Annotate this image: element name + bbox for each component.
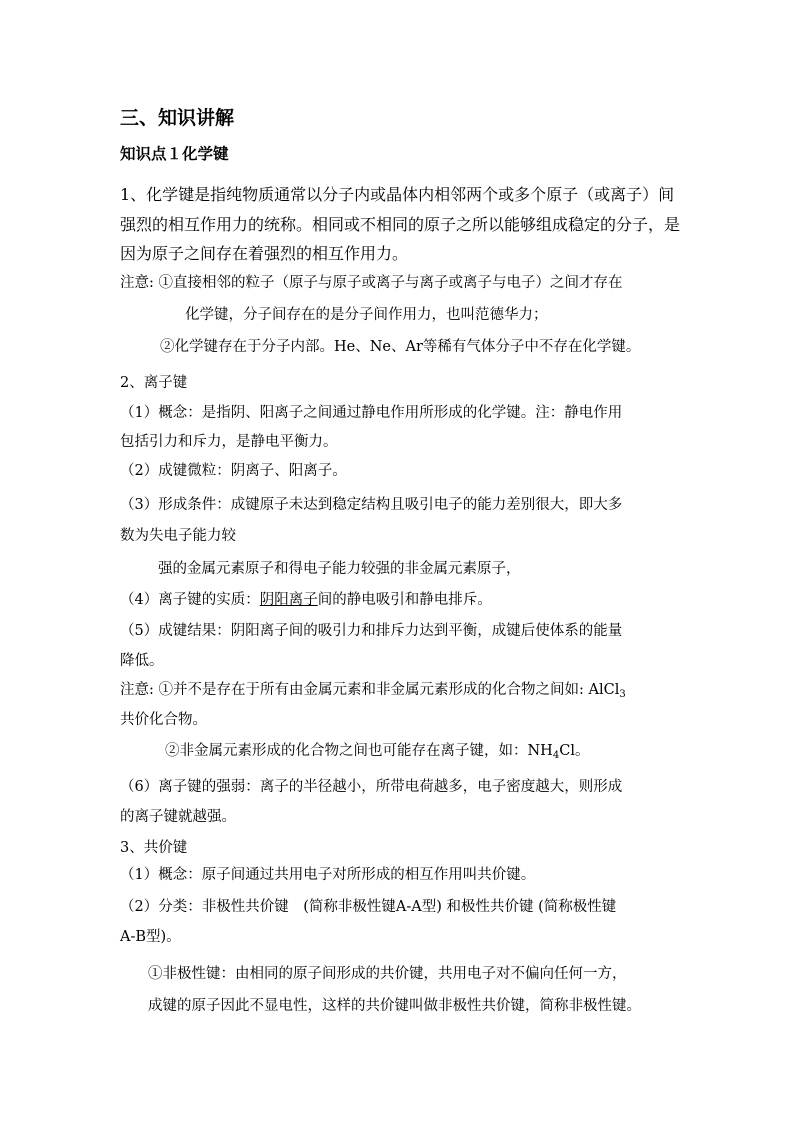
note-line: ②化学键存在于分子内部。He、Ne、Ar等稀有气体分子中不存在化学键。 — [160, 339, 641, 355]
ionic-note-text: 注意: ①并不是存在于所有由金属元素和非金属元素形成的化合物之间如: AlCl — [120, 682, 620, 698]
ionic-note-line — [120, 680, 626, 700]
ionic-condition-line: （3）形成条件：成键原子未达到稳定结构且吸引电子的能力差别很大，即大多 — [120, 497, 623, 513]
covalent-bond-heading: 3、共价键 — [120, 840, 188, 856]
ionic-essence-prefix: （4）离子键的实质： — [120, 592, 260, 608]
nonpolar-line: ①非极性键：由相同的原子间形成的共价键，共用电子对不偏向任何一方， — [148, 966, 627, 982]
ionic-result-line: 降低。 — [120, 653, 164, 669]
ionic-note-line — [165, 741, 589, 761]
section-title: 三、知识讲解 — [120, 107, 235, 129]
ionic-strength-line: 的离子键就越强。 — [120, 809, 236, 825]
knowledge-point-title: 知识点１化学键 — [120, 145, 229, 163]
ionic-note-subscript: 3 — [619, 689, 626, 700]
ionic-condition-line: 强的金属元素原子和得电子能力较强的非金属元素原子， — [158, 561, 521, 577]
covalent-concept: （1）概念：原子间通过共用电子对所形成的相互作用叫共价键。 — [120, 867, 536, 883]
ionic-note-text: Cl。 — [559, 743, 590, 759]
ionic-note-line: 共价化合物。 — [120, 712, 207, 728]
paragraph-line: 强烈的相互作用力的统称。相同或不相同的原子之所以能够组成稳定的分子，是 — [120, 215, 681, 234]
ionic-condition-line: 数为失电子能力较 — [120, 528, 236, 544]
paragraph-line: 1、化学键是指纯物质通常以分子内或晶体内相邻两个或多个原子（或离子）间 — [120, 185, 675, 204]
ionic-strength-line: （6）离子键的强弱：离子的半径越小，所带电荷越多，电子密度越大，则形成 — [120, 779, 623, 795]
ionic-note-subscript: 4 — [552, 750, 560, 761]
note-line: 化学键，分子间存在的是分子间作用力，也叫范德华力； — [185, 307, 548, 323]
note-line: 注意: ①直接相邻的粒子（原子与原子或离子与离子或离子与电子）之间才存在 — [120, 275, 623, 291]
ionic-particles: （2）成键微粒：阴离子、阳离子。 — [120, 463, 347, 479]
ionic-concept-line: 包括引力和斥力，是静电平衡力。 — [120, 434, 338, 450]
covalent-class-line: A-B型)。 — [120, 929, 181, 945]
ionic-bond-heading: 2、离子键 — [120, 375, 188, 391]
covalent-class-line: （2）分类：非极性共价键 (简称非极性键A-A型) 和极性共价键 (简称极性键 — [120, 899, 617, 915]
ionic-note-text: ②非金属元素形成的化合物之间也可能存在离子键，如：NH — [165, 743, 553, 759]
nonpolar-line: 成键的原子因此不显电性，这样的共价键叫做非极性共价键，简称非极性键。 — [148, 998, 641, 1014]
ionic-essence-suffix: 间的静电吸引和静电排斥。 — [317, 592, 492, 608]
ionic-result-line: （5）成键结果：阴阳离子间的吸引力和排斥力达到平衡，成键后使体系的能量 — [120, 623, 623, 639]
ionic-essence — [120, 590, 492, 610]
ionic-essence-underlined: 阴阳离子 — [259, 592, 318, 608]
ionic-concept-line: （1）概念：是指阴、阳离子之间通过静电作用所形成的化学键。注：静电作用 — [120, 405, 623, 421]
paragraph-line: 因为原子之间存在着强烈的相互作用力。 — [120, 244, 409, 263]
